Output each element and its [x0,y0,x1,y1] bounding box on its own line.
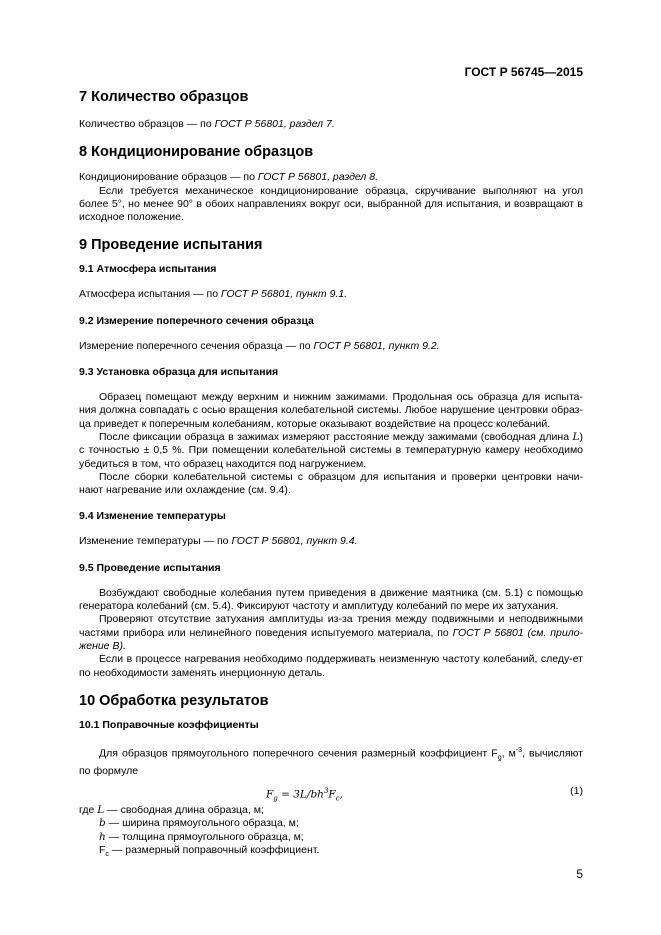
section-10-1-title: 10.1 Поправочные коэффициенты [79,718,259,731]
section-9-5-text-1: Возбуждают свободные колебания путем приведения в движение маятника (см. 5.1) с помощью генератора колебаний (см. 5.4). Фиксируют частоту и амплитуду колебаний по мере их затухания. [79,586,583,613]
section-9-1-text: Атмосфера испытания — по ГОСТ Р 56801, пункт 9.1. [79,288,348,301]
section-9-5-title: 9.5 Проведение испытания [79,561,221,574]
page-number: 5 [576,867,583,881]
definition-L: где L — свободная длина образца, м; [79,804,264,817]
definition-h: h — толщина прямоугольного образца, м; [99,830,304,843]
section-7-text: Количество образцов — по ГОСТ Р 56801, раздел 7. [79,118,335,130]
formula-number: (1) [570,785,583,798]
formula-1 [79,782,583,803]
section-9-5-text-2: Проверяют отсутствие затухания амплитуды из-за трения между подвижными и неподвижными частями прибора или нелинейного поведения испытуемого материала, по ГОСТ Р 56801 (см. прило-жение В). [79,613,583,652]
document-id-header: ГОСТ Р 56745—2015 [464,65,583,79]
section-9-2-text: Измерение поперечного сечения образца — по ГОСТ Р 56801, пункт 9.2. [79,339,440,352]
formula-expression: $F_g = 3L/bh^3F_c$, [266,787,343,803]
section-8-title: 8 Кондиционирование образцов [79,144,314,161]
main-content [79,88,583,861]
section-10-1-text: Для образцов прямоугольного поперечного сечения размерный коэффициент $F_g$, $м^{-3}$, вычисляют по формуле [79,746,583,777]
section-9-4-title: 9.4 Изменение температуры [79,510,226,523]
section-10-title: 10 Обработка результатов [79,692,269,709]
section-9-3-text-3: После сборки колебательной системы с образцом для испытания и проверки центровки начи-нают нагревание или охлаждение (см. 9.4). [79,470,583,497]
section-9-3-title: 9.3 Установка образца для испытания [79,366,279,379]
section-9-4-text: Изменение температуры — по ГОСТ Р 56801, пункт 9.4. [79,535,358,548]
section-9-3-text-1: Образец помещают между верхним и нижним зажимами. Продольная ось образца для испыта-ния должна совпадать с осью вращения колебательной системы. Любое нарушение центровки образ-ца приведет к поперечным колебаниям, которые оказывают воздействие на процесс колебаний. [79,391,583,430]
section-9-3-text-2: После фиксации образца в зажимах измеряют расстояние между зажимами (свободная длина L) с точностью ± 0,5 %. При помещении колебательной системы в температурную камеру необходимо убедиться в том, что образец находится под нагружением. [79,430,583,470]
section-8-text-2: Если требуется механическое кондиционирование образца, скручивание выполняют на угол более 5°, но менее 90° в обоих направлениях вокруг оси, выбранной для испытания, и возвращают в исходное положение. [79,184,583,224]
section-9-1-title: 9.1 Атмосфера испытания [79,263,217,276]
section-9-2-title: 9.2 Измерение поперечного сечения образца [79,314,314,327]
section-7-title: 7 Количество образцов [79,89,249,105]
section-9-title: 9 Проведение испытания [79,237,263,254]
definition-b: b — ширина прямоугольного образца, м; [99,817,299,830]
formula-definitions [79,804,583,861]
section-8-text-1: Кондиционирование образцов — по ГОСТ Р 56801, раздел 8. [79,171,379,184]
section-9-5-text-3: Если в процессе нагревания необходимо поддерживать неизменную частоту колебаний, следу-ет по необходимости заменять инерционную деталь. [79,653,583,679]
definition-Fc: $F_c$ — размерный поправочный коэффициент. [99,843,320,858]
